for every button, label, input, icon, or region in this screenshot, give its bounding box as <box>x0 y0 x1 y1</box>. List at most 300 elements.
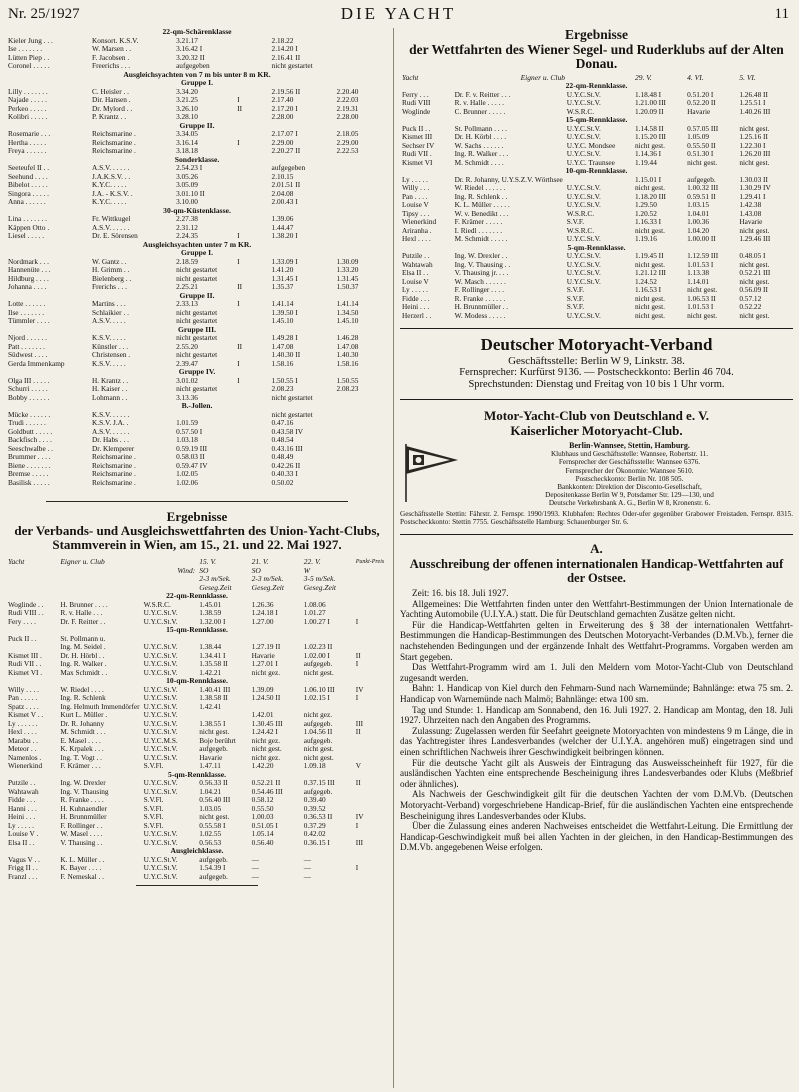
table-row <box>6 45 388 54</box>
table-cell: 1.39.09 <box>251 685 274 694</box>
table-cell: U.Y.C.St.V. <box>143 668 178 677</box>
table-cell: 1.46.28 <box>336 334 359 342</box>
table-cell: aufgegeben <box>176 62 210 70</box>
table-cell: U.Y.C.St.V. <box>143 838 178 847</box>
table-row <box>6 788 388 797</box>
table-cell <box>235 266 269 275</box>
table-cell: Schlaikier . . <box>92 308 129 317</box>
geseg-1: Geseg.Zeit <box>199 583 232 592</box>
table-cell: 1.43.08 <box>739 209 762 218</box>
table-cell: Ly . . . . . <box>8 821 34 830</box>
table-cell: Goldbutt . . . . . <box>8 427 53 436</box>
table-cell: — <box>251 864 259 872</box>
table-cell: 1.04.20 <box>687 226 710 235</box>
table-cell: 1.04.01 <box>687 209 710 218</box>
table-cell: Fr. Wittkugel <box>92 215 131 223</box>
table-cell: Njord . . . . . . <box>8 334 47 342</box>
table-cell: I <box>355 694 359 702</box>
table-cell: Havarie <box>251 651 275 660</box>
table-cell: III <box>355 838 364 847</box>
table-cell <box>235 275 269 284</box>
table-row <box>6 669 388 678</box>
table-cell: 1.25.16 II <box>739 133 768 141</box>
table-cell: 3.20.32 II <box>176 53 205 62</box>
table-cell <box>302 703 354 712</box>
table-cell <box>235 428 269 437</box>
table-cell: H. Grimm . . <box>92 266 130 274</box>
table-cell <box>235 45 269 54</box>
table-cell: nicht gest. <box>251 745 282 753</box>
table-cell: Dr. H. Körbl . . . . <box>454 133 507 141</box>
table-row <box>6 360 388 369</box>
table-cell: Hannenüte . . . <box>8 266 51 274</box>
table-cell: W.S.R.C. <box>143 600 171 609</box>
table-cell: — <box>303 864 312 872</box>
table-cell: 1.26.36 <box>251 600 274 609</box>
table-cell: Woglinde <box>402 107 431 116</box>
table-cell: 1.27.19 II <box>251 643 281 651</box>
table-cell: 1.33.20 <box>336 266 359 274</box>
table-cell: 1.05.09 <box>687 133 710 141</box>
paragraph: Tag und Stunde: 1. Handicap am Sonnabend, den 16. Juli 1927. 2. Handicap am Montag, den 18. Juli 1927. Uhrzeiten nach den Angaben des Programms. <box>400 704 793 726</box>
table-cell: 1.00.00 II <box>687 235 716 243</box>
table-cell: — <box>303 872 312 881</box>
table-row <box>6 601 388 610</box>
table-cell <box>235 224 269 233</box>
table-cell <box>354 788 388 797</box>
club-footer: Geschäftsstelle Stettin: Fährstr. 2. Fernspr. 1990/1993. Klubhafen: Rechtes Oder-ufer gegenüber Grabower Freistaden. Fernspr. 8315. Postscheckkonto: Stettin 7755. Geschäftsstelle Hamburg: Schauenburger Str. 6. <box>400 509 793 526</box>
table-cell: nicht gestartet <box>176 334 218 342</box>
wind-label: Wind: <box>177 566 196 575</box>
table-cell: 2.10.15 <box>271 172 294 181</box>
table-cell <box>235 113 269 122</box>
table-cell: 2.16.41 II <box>271 53 301 62</box>
table-cell: S.V.F. <box>566 294 585 303</box>
table-cell: nicht gest. <box>634 226 665 235</box>
table-cell: K.S.V. . . . . <box>92 334 126 342</box>
table-cell: U.Y.C.St.V. <box>143 779 178 787</box>
table-cell <box>334 224 388 233</box>
paragraph: Zulassung: Zugelassen werden für Seefahrt geeignete Motoryachten von mindestens 9 m Länge, die in das Yachtregister ihres Landesverbandes (welcher der U.I.Y.A. angehören muß) eingetragen sind und einen schriftlichen Nachweis ihrer Geschwindigkeit beibringen können. <box>400 725 793 757</box>
table-row <box>6 754 388 763</box>
table-cell: nicht gest. <box>687 286 718 294</box>
class-heading <box>6 156 388 165</box>
table-cell: F. Jacobsen . <box>92 53 130 62</box>
table-cell: 0.42.26 II <box>271 461 301 470</box>
table-cell: 2.18.59 <box>176 257 198 266</box>
table-cell: W. Riedel . . . . . . <box>454 184 506 192</box>
page-header <box>8 4 789 26</box>
table-cell: Kismet III <box>402 133 433 141</box>
table-cell: W. Masel . . . . <box>60 830 103 838</box>
table-cell: Louise V . <box>8 830 39 838</box>
table-cell <box>235 215 269 224</box>
table-row <box>400 269 793 278</box>
table-cell: 1.21.12 III <box>634 269 666 277</box>
table-cell: Bobby . . . . . . <box>8 393 50 402</box>
table-cell: Bielenberg . . <box>92 274 132 283</box>
table-row <box>6 62 388 71</box>
table-cell <box>235 453 269 462</box>
table-row <box>400 193 793 202</box>
table-cell: 0.42.02 <box>303 830 326 838</box>
table-cell: 0.59.19 III <box>176 444 208 453</box>
table-cell: U.Y.C.St.V. <box>566 311 601 320</box>
table-cell: IV <box>355 813 364 821</box>
table-cell: Kismet III . <box>8 651 42 660</box>
table-cell: 1.38.59 <box>199 609 222 617</box>
table-cell: 2.08.23 <box>271 385 294 393</box>
table-row <box>6 686 388 695</box>
table-cell: 0.58.03 II <box>176 453 205 461</box>
ausschreibung-body <box>400 588 793 853</box>
table-cell: S.V.Fl. <box>143 804 164 813</box>
table-cell: I <box>237 257 240 266</box>
table-cell: Kurt L. Müller . <box>60 711 108 719</box>
table-cell: 1.04.21 <box>199 787 222 796</box>
table-cell: Marabu . . <box>8 736 38 745</box>
table-cell: 1.22.30 I <box>739 141 766 150</box>
col-owner: Eigner u. Club <box>60 558 105 566</box>
table-row <box>6 385 388 394</box>
table-cell: Rudi VII . <box>402 150 432 158</box>
club-address: Berlin-Wannsee, Stettin, Hamburg. <box>569 441 690 450</box>
table-cell <box>354 830 388 839</box>
verband-box <box>400 328 793 391</box>
class-heading-text: 5-qm-Rennklasse. <box>567 243 626 252</box>
table-cell: 0.58.12 <box>251 796 274 804</box>
table-cell: 1.24.52 <box>634 277 657 286</box>
class-heading-text: Ausgleichsyachten unter 7 m KR. <box>142 240 252 249</box>
class-heading <box>400 167 793 176</box>
table-cell: Reichsmarine . <box>92 138 136 147</box>
table-row <box>6 37 388 46</box>
table-cell: Wienerkind <box>8 762 43 770</box>
class-heading <box>6 677 388 686</box>
table-cell: I <box>355 660 359 668</box>
table-row <box>6 745 388 754</box>
table-cell: Meteor . . <box>8 745 37 753</box>
table-cell: Rudi VII . . <box>8 660 42 668</box>
table-cell: 2.19.31 <box>336 104 359 113</box>
table-cell: 0.36.53 II <box>303 813 333 821</box>
table-cell: K. Bayer . . . . <box>60 864 102 872</box>
table-cell: 1.32.00 I <box>199 617 226 626</box>
table-cell <box>197 711 249 720</box>
table-row <box>6 711 388 720</box>
class-heading <box>400 116 793 125</box>
table-cell: aufgegeb. <box>303 787 333 796</box>
table-cell: nicht gest. <box>739 260 770 269</box>
table-cell: 1.19.45 II <box>634 252 664 260</box>
class-heading <box>6 368 388 377</box>
table-cell: U.Y.C. Traunsee <box>566 158 615 167</box>
paragraph: Für die deutsche Yacht gilt als Ausweis der Eintragung das Ausweisscheinheft für 1927, für die ausländischen Yachten eine entsprechende Bescheinigung ihres Landesverbandes oder Klubs (Meßbrief oder ähnliches). <box>400 757 793 789</box>
class-heading <box>400 82 793 91</box>
table-cell: 0.56.09 II <box>739 286 768 294</box>
table-cell: 2.17.20 I <box>271 104 298 113</box>
table-cell: Sechser IV <box>402 141 435 150</box>
table-cell: S.V.Fl. <box>143 796 164 804</box>
table-cell: 2.29.00 <box>336 138 359 147</box>
table-cell: Elsa II . . <box>402 269 429 277</box>
magazine-title: DIE YACHT <box>340 4 457 23</box>
table-row <box>6 805 388 814</box>
table-cell: Ing. T. Vogt . . <box>60 753 102 762</box>
table-cell: nicht gest. <box>687 311 718 320</box>
table-cell: I <box>355 821 359 830</box>
table-cell: Frigg II . . <box>8 864 38 872</box>
table-cell <box>354 805 388 814</box>
table-row <box>6 453 388 462</box>
table-cell: W. Marsen . . <box>92 45 132 53</box>
table-cell: nicht gestartet <box>271 410 313 419</box>
table-cell: 2.18.05 <box>336 130 359 138</box>
class-heading <box>6 847 388 856</box>
table-cell: Kieler Jung . . . <box>8 36 53 45</box>
geseg-2: Geseg.Zeit <box>251 583 284 592</box>
table-cell: 0.56.40 <box>251 838 274 847</box>
club-detail-6: Depositenkasse Berlin W 9, Potsdamer Str. 129—130, und <box>545 491 714 500</box>
table-cell: Heini . . . <box>402 303 430 311</box>
table-cell: 2.00.43 I <box>271 198 298 206</box>
table-cell: 2.20.40 <box>336 87 359 96</box>
table-cell: 1.29.46 III <box>739 235 771 243</box>
table-cell: 3.28.10 <box>176 113 198 121</box>
table-cell: Willy . . . <box>402 184 430 192</box>
table-cell: Puck II . . <box>8 634 37 643</box>
table-row <box>6 300 388 309</box>
table-cell: Lina . . . . . . . <box>8 215 47 223</box>
table-cell: Fidde . . . <box>402 294 430 303</box>
table-cell: W.S.R.C. <box>566 107 595 116</box>
table-cell: 1.24.18 I <box>251 609 278 617</box>
table-cell: Coronel . . . . . <box>8 62 50 70</box>
club-detail-1: Klubhaus und Geschäftsstelle: Wannsee, Robertstr. 11. <box>550 450 709 459</box>
class-heading-text: Gruppe II. <box>179 291 215 300</box>
table-row <box>6 762 388 771</box>
table-cell <box>235 37 269 46</box>
class-heading <box>6 207 388 216</box>
table-cell: 1.35.58 II <box>199 660 228 668</box>
table-row <box>6 479 388 488</box>
table-cell: 1.25.51 I <box>739 99 766 107</box>
table-cell: W. Riedel . . . . <box>60 685 104 694</box>
table-cell: 0.52.21 III <box>739 269 771 277</box>
left-column <box>6 28 388 890</box>
table-cell: 0.48.54 <box>271 436 294 444</box>
table-row <box>6 779 388 788</box>
table-row <box>400 91 793 100</box>
table-cell: 0.51.05 I <box>251 821 278 830</box>
table-cell <box>334 45 388 54</box>
table-row <box>6 660 388 669</box>
table-row <box>6 105 388 114</box>
class-heading-text: 22-qm-Rennklasse. <box>565 82 628 90</box>
speed-2: 2-3 m/Sek. <box>251 575 284 583</box>
table-cell <box>354 609 388 618</box>
table-row <box>6 873 388 882</box>
table-row <box>400 278 793 287</box>
table-cell: U.Y.C.St.V. <box>143 864 178 872</box>
table-cell: Ing. Helmuth Immendörfer <box>60 702 140 711</box>
table-cell: 1.14.58 II <box>634 124 664 133</box>
table-row <box>400 159 793 168</box>
paragraph: Das Wettfahrt-Programm wird am 1. Juli den Meldern vom Motor-Yacht-Club von Deutschland zugesandt werden. <box>400 662 793 683</box>
table-cell: J.A. - K.S.V. . <box>92 189 133 198</box>
table-row <box>400 210 793 219</box>
table-cell: 3.21.25 <box>176 96 198 104</box>
results-table-kiel <box>6 28 388 487</box>
table-cell: U.Y.C.St.V. <box>143 745 178 753</box>
table-cell: H. Brunnmüller . . <box>454 303 509 311</box>
table-cell: V. Thausing . . <box>60 838 103 847</box>
table-cell: Bremse . . . . . <box>8 470 49 478</box>
table-cell: 1.02.05 <box>176 470 198 478</box>
table-cell: H. Brunnmüller <box>60 813 107 821</box>
table-cell <box>354 737 388 746</box>
table-cell: Namenlos . <box>8 753 42 762</box>
table-cell: nicht gestartet <box>176 274 218 283</box>
table-cell: U.Y.C.St.V. <box>143 830 178 838</box>
table-row <box>6 728 388 737</box>
table-row <box>400 235 793 244</box>
table-row <box>6 813 388 822</box>
table-row <box>6 822 388 831</box>
table-cell: 2.20.27 II <box>271 147 301 155</box>
table-row <box>6 377 388 386</box>
table-cell: 1.19.44 <box>634 158 657 167</box>
table-cell: Ing. W. Drexler . . <box>454 252 508 260</box>
table-cell: Havarie <box>687 107 711 116</box>
table-row <box>6 428 388 437</box>
table-cell <box>235 173 269 182</box>
table-cell: C. Brunner . . . . . <box>454 107 506 116</box>
table-cell: I. Riedl . . . . . . . <box>454 226 503 235</box>
table-cell: nicht gest. <box>303 753 334 762</box>
table-cell <box>250 703 302 712</box>
table-cell: nicht gest. <box>687 158 718 167</box>
table-cell: Olga III . . . . . <box>8 376 50 385</box>
table-cell: 1.58.16 <box>336 359 359 368</box>
table-row <box>400 142 793 151</box>
class-heading-text: 10-qm-Rennklasse. <box>166 677 228 685</box>
club-detail-3: Fernsprecher der Ökonomie: Wannsee 5610. <box>565 466 694 475</box>
table-cell: I <box>237 232 240 240</box>
table-row <box>6 88 388 97</box>
table-cell: 0.55.50 <box>251 804 274 813</box>
table-cell: Ing. R. Walker . . . <box>454 150 509 158</box>
table-cell: K.Y.C. . . . . <box>92 181 127 189</box>
table-cell: III <box>355 719 364 728</box>
table-cell: 1.42.41 <box>199 702 222 711</box>
table-row <box>6 351 388 360</box>
table-cell: R. Franke . . . . . . <box>454 294 506 303</box>
table-cell: Dr. H. Hörbl . . <box>60 651 105 660</box>
table-cell: K. L. Müller . . . . . <box>454 201 510 209</box>
table-cell: Boje berührt <box>199 736 236 745</box>
table-row <box>400 286 793 295</box>
club-title: Motor-Yacht-Club von Deutschland e. V. Kaiserlicher Motoryacht-Club. <box>483 408 710 438</box>
table-cell: K.Y.C. . . . . <box>92 198 127 206</box>
table-row <box>6 130 388 139</box>
table-cell: U.Y.C.St.V. <box>143 855 178 864</box>
table-cell: 1.26.20 III <box>739 150 771 158</box>
table-cell: 2.39.47 <box>176 359 198 368</box>
table-cell: nicht gestartet <box>176 317 218 325</box>
table-cell: Ing. M. Seidel . <box>60 643 106 651</box>
table-cell: U.Y.C.St.V. <box>566 235 601 243</box>
table-cell: Patt . . . . . . . <box>8 342 45 351</box>
table-cell: nicht gestartet <box>176 385 218 393</box>
table-row <box>6 703 388 712</box>
table-cell: K. L. Müller . . <box>60 855 105 864</box>
table-cell: K.S.V. . . . . . <box>92 410 130 419</box>
table-cell: nicht gest. <box>739 226 770 235</box>
table-cell: I <box>355 864 359 872</box>
table-cell: U.Y.C. Mondsee <box>566 141 616 150</box>
table-cell: Perkeo . . . . . <box>8 104 47 113</box>
class-heading <box>6 249 388 258</box>
table-cell: Dir. Hansen . <box>92 96 131 104</box>
table-cell: 1.01.53 I <box>687 303 714 311</box>
table-cell: W. Sachs . . . . . . <box>454 141 504 150</box>
table-cell: Wienerkind <box>402 218 437 226</box>
table-cell: U.Y.C.St.V. <box>566 201 601 209</box>
table-cell <box>334 453 388 462</box>
table-cell: H. Krantz . . <box>92 376 129 385</box>
table-cell: U.Y.C.St.V. <box>143 643 178 651</box>
table-cell: 1.58.16 <box>271 359 294 368</box>
table-cell: Fidde . . . <box>8 796 36 804</box>
table-cell <box>334 394 388 403</box>
table-cell: — <box>303 855 312 864</box>
table-cell: Vagus V . . <box>8 855 40 864</box>
table-cell: IV <box>355 685 364 694</box>
geseg-3: Geseg.Zeit <box>303 583 337 592</box>
table-row <box>6 164 388 173</box>
table-cell: 3.16.42 I <box>176 45 203 53</box>
table-row <box>6 462 388 471</box>
table-row <box>6 283 388 292</box>
table-row <box>6 411 388 420</box>
table-cell: 3.18.18 <box>176 147 198 155</box>
table-row <box>6 258 388 267</box>
table-cell: 2.31.12 <box>176 223 198 232</box>
table-cell <box>235 88 269 97</box>
table-row <box>6 436 388 445</box>
table-cell: 1.05.14 <box>251 830 274 838</box>
table-cell: Käppen Otto . <box>8 223 50 232</box>
table-cell: nicht gest. <box>634 260 665 269</box>
table-cell: 1.33.09 I <box>271 257 298 266</box>
table-cell: S.V.F. <box>566 286 585 294</box>
column-divider <box>393 28 394 1088</box>
class-heading-text: 5-qm-Rennklasse. <box>167 770 226 779</box>
table-row <box>400 252 793 261</box>
table-cell: W. v. Benedikt . . . <box>454 209 509 218</box>
table-cell <box>235 462 269 471</box>
table-cell: 1.31.45 I <box>271 274 298 283</box>
table-cell: 1.30.03 II <box>739 175 768 184</box>
table-cell: aufgegeben <box>271 164 306 172</box>
table-row <box>6 173 388 182</box>
table-cell: II <box>237 104 243 113</box>
table-cell: nicht gestartet <box>176 351 218 359</box>
wcol-d1: 29. V. <box>634 73 652 82</box>
table-cell: — <box>251 872 259 881</box>
table-cell: 1.39.50 I <box>271 308 298 317</box>
